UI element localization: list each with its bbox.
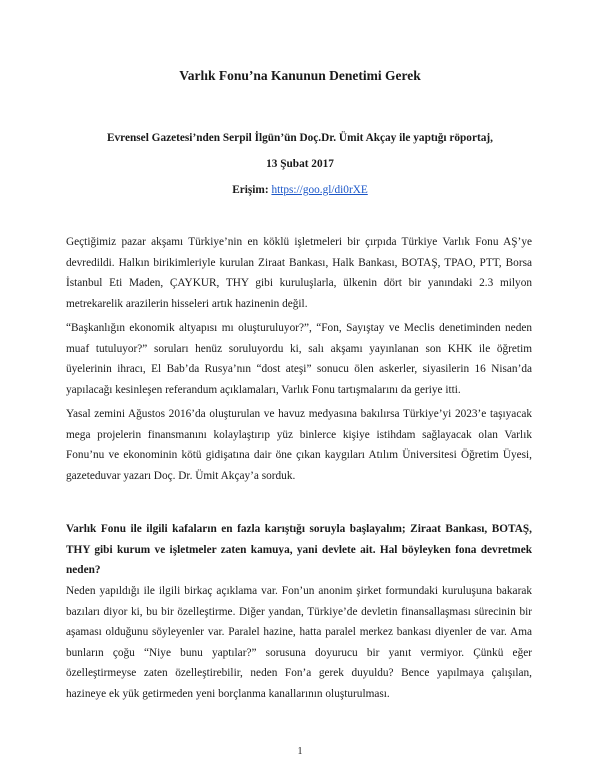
interview-question-1: Varlık Fonu ile ilgili kafaların en fazla karıştığı soruyla başlayalım; Ziraat Bankası, BOTAŞ, THY gibi kurum ve işletmeler zaten kamuya, yani devlete ait. Hal böyleyken fona devretmek neden?: [66, 523, 532, 576]
access-line: [0, 184, 600, 196]
page-number: 1: [297, 746, 303, 757]
access-label: Erişim:: [232, 184, 269, 196]
paragraph-intro-2: “Başkanlığın ekonomik altyapısı mı oluşturuluyor?”, “Fon, Sayıştay ve Meclis denetiminden neden muaf tutuluyor?” soruları henüz soruluyordu ki, salı akşamı yayınlanan son KHK ile öğretim üyelerinin ihracı, El Bab’da Rusya’nın “dost ateşi” sonucu ölen askerler, siyasilerin 16 Nisan’da yapılacağı kesinleşen referandum açıklamaları, Varlık Fonu tartışmalarını da geriye itti.: [66, 322, 532, 396]
document-subtitle-line2: 13 Şubat 2017: [266, 158, 334, 170]
interview-answer-1: Neden yapıldığı ile ilgili birkaç açıklama var. Fon’un anonim şirket formundaki kuruluşuna bakarak bazıları diyor ki, bu bir özelleştirme. Diğer yandan, Türkiye’de devletin finansallaşması sürecinin bir aşaması olduğunu söyleyenler var. Paralel hazine, hatta paralel merkez bankası diyenler de var. Ama bunların çoğu “Niye bunu yaptılar?” sorusuna doyurucu bir yanıt vermiyor. Çünkü eğer özelleştirmeyse zaten özelleştirebilir, neden Fon’a gerek duyuldu? Bence yapılmaya çalışılan, hazineye ek yük getirmeden yeni borçlanma kanallarının oluşturulması.: [66, 585, 532, 700]
document-title: Varlık Fonu’na Kanunun Denetimi Gerek: [179, 68, 421, 83]
access-link[interactable]: https://goo.gl/di0rXE: [271, 184, 368, 196]
document-subtitle-line1: Evrensel Gazetesi’nden Serpil İlgün’ün Doç.Dr. Ümit Akçay ile yaptığı röportaj,: [107, 132, 493, 144]
paragraph-intro-1: Geçtiğimiz pazar akşamı Türkiye’nin en köklü işletmeleri bir çırpıda Türkiye Varlık Fonu AŞ’ye devredildi. Halkın birikimleriyle kurulan Ziraat Bankası, Halk Bankası, BOTAŞ, TPAO, PTT, Borsa İstanbul Eti Maden, ÇAYKUR, THY gibi kuruluşlarla, ülkenin dört bir yanındaki 2.3 milyon metrekarelik arazilerin hisseleri artık hazinenin değil.: [66, 236, 532, 310]
paragraph-intro-3: Yasal zemini Ağustos 2016’da oluşturulan ve havuz medyasına bakılırsa Türkiye’yi 2023’e taşıyacak mega projelerin finansmanını kolaylaştırıp yüz binlerce kişiye istihdam sağlayacak olan Varlık Fonu’nu ve ekonominin kötü gidişatına dair öne çıkan kaygıları Atılım Üniversitesi Öğretim Üyesi, gazeteduvar yazarı Doç. Dr. Ümit Akçay’a sorduk.: [66, 408, 532, 482]
